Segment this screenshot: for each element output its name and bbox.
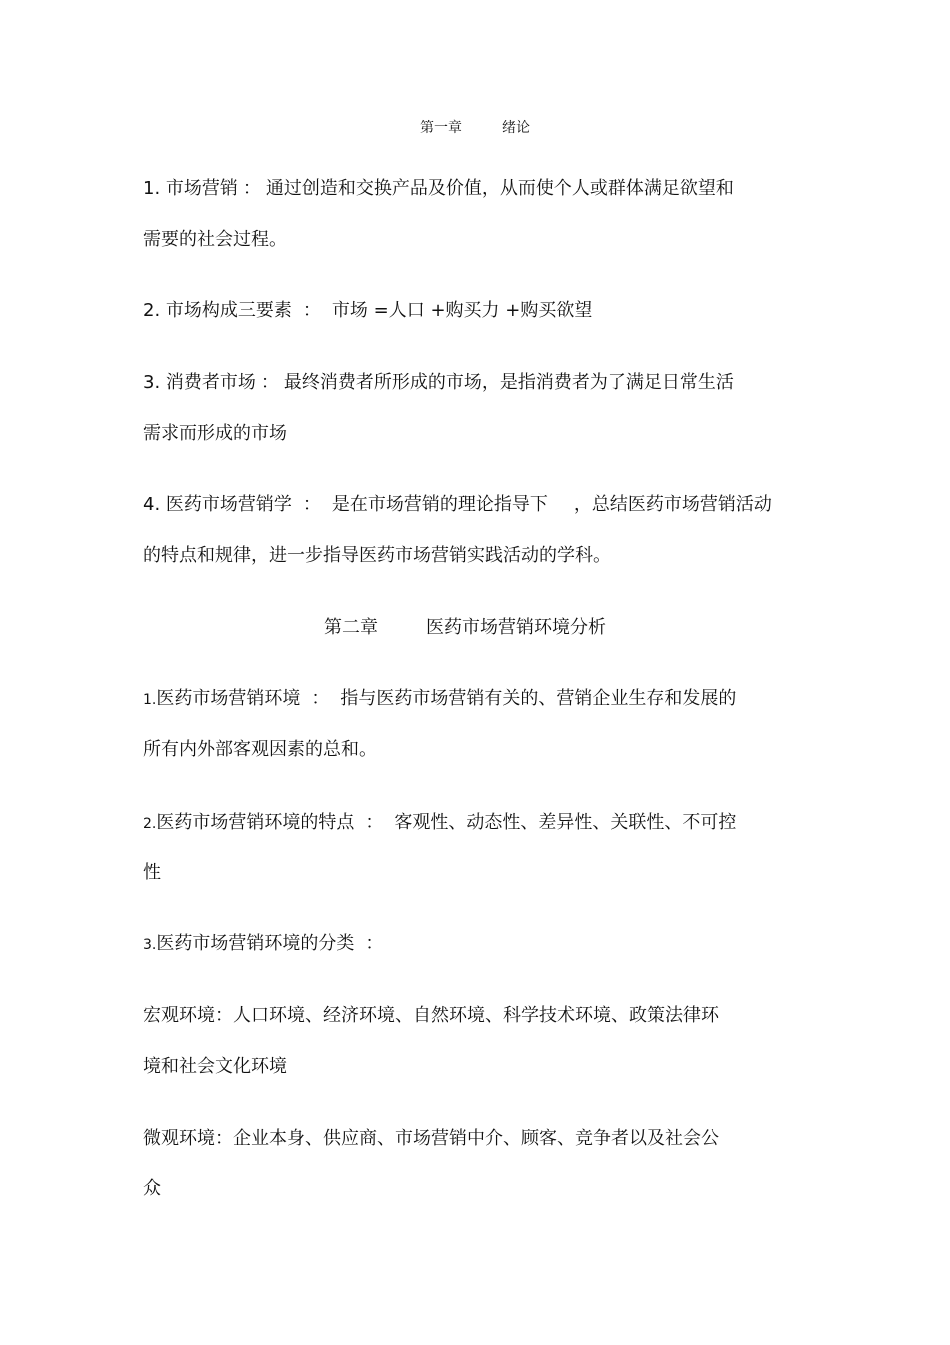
item-2-1-term: 医药市场营销环境 [156, 688, 301, 709]
item-2-1-line-1: 1.医药市场营销环境 ： 指与医药市场营销有关的、营销企业生存和发展的 [143, 688, 737, 709]
item-2-2-line-2: 性 [143, 862, 161, 883]
item-2-3-line-1: 3.医药市场营销环境的分类 ： [143, 933, 384, 954]
chapter-2-name: 医药市场营销环境分析 [426, 617, 606, 638]
item-2-term: 市场构成三要素 [165, 300, 292, 321]
item-4-term: 医药市场营销学 [165, 494, 292, 515]
item-3-line-2: 需求而形成的市场 [143, 423, 287, 444]
item-3-line-1: 3. 消费者市场 ： 最终消费者所形成的市场，是指消费者为了满足日常生活 [143, 372, 734, 393]
item-1-term: 市场营销 [165, 178, 238, 199]
micro-environment-line-1: 微观环境：企业本身、供应商、市场营销中介、顾客、竞争者以及社会公 [143, 1128, 719, 1149]
chapter-2-label: 第二章 [324, 617, 378, 638]
item-2-2-term: 医药市场营销环境的特点 [156, 812, 355, 833]
micro-environment-line-2: 众 [143, 1178, 161, 1199]
item-1-line-1: 1. 市场营销 ： 通过创造和交换产品及价值，从而使个人或群体满足欲望和 [143, 178, 734, 199]
macro-environment-line-1: 宏观环境：人口环境、经济环境、自然环境、科学技术环境、政策法律环 [143, 1005, 719, 1026]
item-4-line-2: 的特点和规律，进一步指导医药市场营销实践活动的学科。 [143, 545, 611, 566]
item-2-2-line-1: 2.医药市场营销环境的特点 ： 客观性、动态性、差异性、关联性、不可控 [143, 812, 737, 833]
item-2-1-line-2: 所有内外部客观因素的总和。 [143, 739, 377, 760]
chapter-1-name: 绪论 [502, 120, 530, 136]
chapter-2-title [0, 616, 930, 640]
item-2-line-1: 2. 市场构成三要素 ： 市场 =人口 +购买力 +购买欲望 [143, 300, 593, 321]
chapter-1-label: 第一章 [420, 120, 462, 136]
macro-environment-line-2: 境和社会文化环境 [143, 1056, 287, 1077]
item-2-3-term: 医药市场营销环境的分类 [156, 933, 355, 954]
item-3-term: 消费者市场 [165, 372, 256, 393]
item-1-line-2: 需要的社会过程。 [143, 229, 287, 250]
item-4-line-1: 4. 医药市场营销学 ： 是在市场营销的理论指导下 ，总结医药市场营销活动 [143, 494, 772, 515]
chapter-1-title [0, 118, 950, 138]
